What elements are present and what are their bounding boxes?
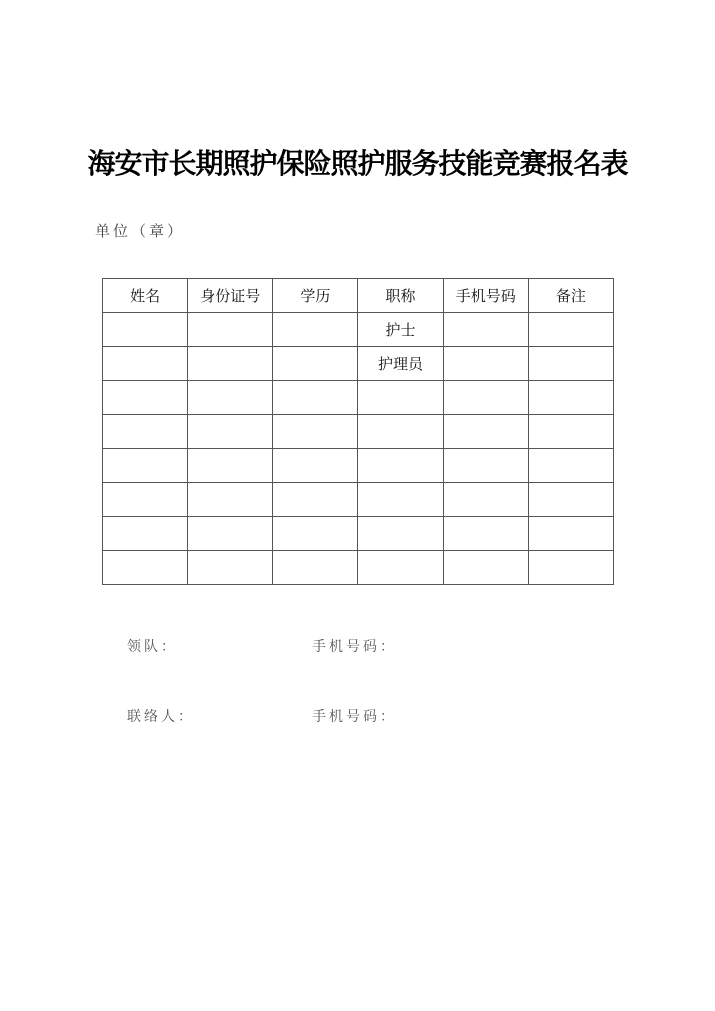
table-cell[interactable] <box>273 381 358 415</box>
table-cell[interactable] <box>273 517 358 551</box>
table-cell[interactable] <box>273 449 358 483</box>
table-cell[interactable] <box>528 415 613 449</box>
table-cell[interactable] <box>103 313 188 347</box>
table-cell[interactable]: 护理员 <box>358 347 443 381</box>
header-phone: 手机号码 <box>443 279 528 313</box>
table-cell[interactable] <box>443 551 528 585</box>
table-cell[interactable] <box>188 415 273 449</box>
table-row <box>103 449 614 483</box>
table-cell[interactable] <box>443 483 528 517</box>
table-cell[interactable] <box>358 449 443 483</box>
table-cell[interactable] <box>273 415 358 449</box>
table-cell[interactable] <box>188 347 273 381</box>
table-cell[interactable] <box>443 381 528 415</box>
table-cell[interactable] <box>358 483 443 517</box>
table-cell[interactable] <box>528 347 613 381</box>
table-row <box>103 313 614 347</box>
table-cell[interactable] <box>103 415 188 449</box>
table-cell[interactable] <box>443 313 528 347</box>
contact-phone-label: 手机号码： <box>312 709 397 725</box>
table-cell[interactable] <box>358 551 443 585</box>
table-cell[interactable] <box>188 449 273 483</box>
table-cell[interactable] <box>443 449 528 483</box>
table-cell[interactable] <box>103 517 188 551</box>
table-cell[interactable] <box>528 381 613 415</box>
table-cell[interactable] <box>103 381 188 415</box>
unit-seal-label: 单位（章） <box>95 222 186 240</box>
header-education: 学历 <box>273 279 358 313</box>
table-cell[interactable] <box>528 517 613 551</box>
table-cell[interactable] <box>528 449 613 483</box>
leader-label: 领队： <box>127 639 178 655</box>
page-title: 海安市长期照护保险照护服务技能竞赛报名表 <box>87 147 628 180</box>
table-cell[interactable] <box>103 347 188 381</box>
table-cell[interactable] <box>443 415 528 449</box>
header-title: 职称 <box>358 279 443 313</box>
table-cell[interactable] <box>358 415 443 449</box>
header-name: 姓名 <box>103 279 188 313</box>
table-cell[interactable] <box>358 381 443 415</box>
table-cell[interactable]: 护士 <box>358 313 443 347</box>
table-cell[interactable] <box>528 313 613 347</box>
table-row <box>103 551 614 585</box>
table-header-row <box>103 279 614 313</box>
table-cell[interactable] <box>273 313 358 347</box>
table-cell[interactable] <box>358 517 443 551</box>
table-row <box>103 517 614 551</box>
table-cell[interactable] <box>528 483 613 517</box>
table-cell[interactable] <box>103 551 188 585</box>
table-cell[interactable] <box>273 551 358 585</box>
table-cell[interactable] <box>443 517 528 551</box>
leader-phone-label: 手机号码： <box>312 639 397 655</box>
table-row <box>103 415 614 449</box>
table-row <box>103 347 614 381</box>
table-cell[interactable] <box>103 449 188 483</box>
table-cell[interactable] <box>188 551 273 585</box>
table-cell[interactable] <box>188 517 273 551</box>
table-cell[interactable] <box>188 313 273 347</box>
table-cell[interactable] <box>273 483 358 517</box>
registration-table <box>102 278 614 585</box>
contact-label: 联络人： <box>127 709 195 725</box>
header-id-number: 身份证号 <box>188 279 273 313</box>
table-cell[interactable] <box>528 551 613 585</box>
table-row <box>103 483 614 517</box>
table-cell[interactable] <box>188 381 273 415</box>
table-cell[interactable] <box>273 347 358 381</box>
header-remarks: 备注 <box>528 279 613 313</box>
table-cell[interactable] <box>103 483 188 517</box>
table-row <box>103 381 614 415</box>
table-cell[interactable] <box>443 347 528 381</box>
table-cell[interactable] <box>188 483 273 517</box>
